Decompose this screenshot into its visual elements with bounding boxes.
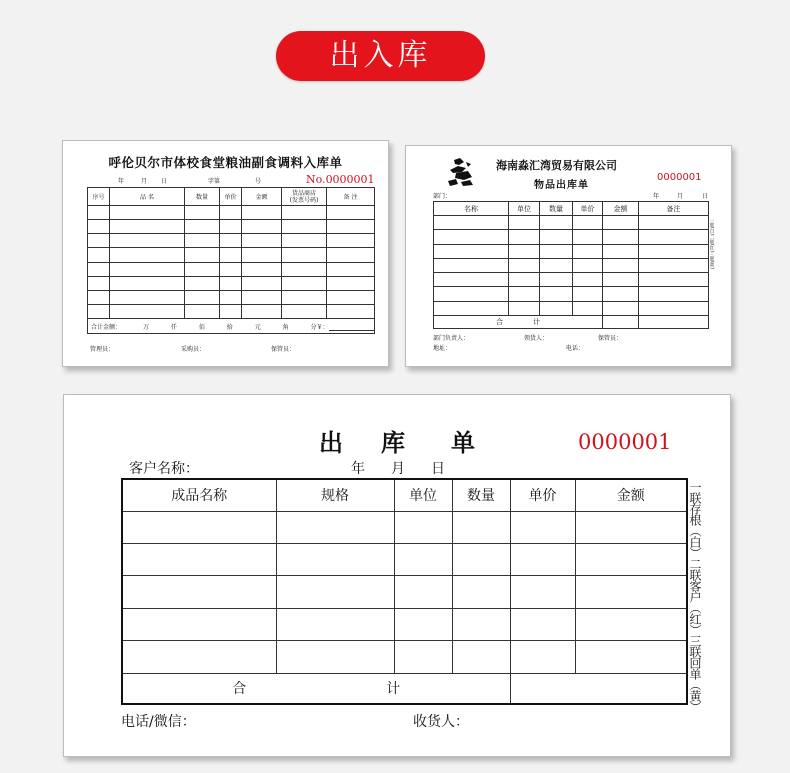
form3-table <box>121 478 688 705</box>
form2-dept-label: 部门： <box>433 193 452 200</box>
form3-serial: 0000001 <box>578 430 672 454</box>
table-row <box>88 262 375 276</box>
form2-keeper-label: 保管员： <box>598 335 623 342</box>
form1-keeper-label: 保管员： <box>271 346 296 353</box>
form1-title: 呼伦贝尔市体校食堂粮油副食调料入库单 <box>108 155 343 170</box>
col-header: 备注 <box>639 202 709 216</box>
form1-date-month: 月 <box>141 178 148 185</box>
form2-phone-label: 电话： <box>566 345 585 352</box>
table-row <box>434 273 709 287</box>
form3-copy-legend: 一联存根（白）二联客户（红）三联回单（黄） <box>688 481 702 712</box>
form2-address-label: 地址： <box>433 345 452 352</box>
company-logo-icon <box>446 156 476 188</box>
table-row <box>434 244 709 258</box>
form1-serial <box>306 173 375 186</box>
col-header-line: 货品商店 <box>291 189 316 197</box>
form3-title-char: 单 <box>451 428 475 457</box>
form2-date-year: 年 <box>653 193 660 200</box>
col-header: 数量 <box>452 479 510 511</box>
col-header: 成品名称 <box>122 479 276 511</box>
form2-company-name: 海南淼汇湾贸易有限公司 <box>496 159 617 172</box>
total-ji: 计 <box>386 681 401 698</box>
col-header: 金额 <box>242 188 282 206</box>
form2-date-day: 日 <box>702 193 709 200</box>
col-header: 数量 <box>540 202 573 216</box>
form1-total-row <box>88 319 375 334</box>
form2-receiver-label: 领货人： <box>524 335 549 342</box>
table-row <box>122 576 687 608</box>
total-he: 合 <box>232 681 247 698</box>
col-header: 序号 <box>88 188 110 206</box>
col-header: 单位 <box>509 202 540 216</box>
inbound-form-card <box>62 140 389 367</box>
table-row <box>88 206 375 220</box>
table-row <box>88 234 375 248</box>
table-row <box>434 216 709 230</box>
form1-serial-label: No. <box>306 173 326 186</box>
unit-shi: 拾 <box>226 323 233 331</box>
unit-jiao: 角 <box>282 323 289 331</box>
table-row <box>434 230 709 244</box>
form1-num-label: 号 <box>255 178 262 185</box>
total-amount-label: 合计金额： <box>91 323 122 331</box>
form2-total-row <box>434 316 709 329</box>
total-he: 合 <box>496 318 503 326</box>
form3-title-char: 库 <box>381 428 405 457</box>
form2-title: 物品出库单 <box>534 180 589 191</box>
form1-buyer-label: 采购员： <box>181 346 206 353</box>
col-header: 数量 <box>185 188 220 206</box>
form1-manager-label: 管理员： <box>90 346 115 353</box>
table-row <box>122 641 687 673</box>
form1-date-day: 日 <box>161 178 168 185</box>
form2-copy-legend: 一联(白)二联(红)三联(黄) <box>709 218 714 270</box>
form2-header-row <box>434 202 709 216</box>
col-header-line: (发票号码) <box>289 196 319 204</box>
form3-receiver-label: 收货人： <box>413 714 469 730</box>
col-header: 名称 <box>434 202 509 216</box>
table-row <box>122 608 687 640</box>
form3-date-year: 年 <box>351 461 365 477</box>
col-header: 金额 <box>603 202 639 216</box>
table-row <box>434 258 709 272</box>
col-header <box>282 188 327 206</box>
table-row <box>88 276 375 290</box>
form1-serial-number: 0000001 <box>325 173 375 186</box>
table-row <box>88 220 375 234</box>
col-header: 备 注 <box>327 188 375 206</box>
form3-date-month: 月 <box>391 461 405 477</box>
table-row <box>122 511 687 543</box>
unit-bai: 佰 <box>198 323 205 331</box>
total-ji: 计 <box>533 318 540 326</box>
col-header: 单位 <box>394 479 452 511</box>
col-header: 单价 <box>573 202 603 216</box>
form3-title-char: 出 <box>319 428 343 457</box>
table-row <box>88 248 375 262</box>
unit-qian: 仟 <box>170 323 177 331</box>
col-header: 单价 <box>510 479 575 511</box>
form2-serial: 0000001 <box>657 172 702 183</box>
unit-yuan: 元 <box>254 323 261 331</box>
form2-date-month: 月 <box>677 193 684 200</box>
delivery-form-card <box>63 394 731 757</box>
table-row <box>88 304 375 318</box>
form3-header-row <box>122 479 687 511</box>
form2-table <box>433 201 709 329</box>
form2-dept-head-label: 部门负责人： <box>433 335 470 342</box>
form1-table <box>87 187 375 334</box>
col-header: 规格 <box>276 479 394 511</box>
col-header: 单价 <box>220 188 242 206</box>
col-header: 金额 <box>575 479 687 511</box>
table-row <box>88 290 375 304</box>
form3-total-row <box>122 673 687 704</box>
form1-word-label: 字第 <box>208 178 221 185</box>
unit-wan: 万 <box>142 323 149 331</box>
table-row <box>122 543 687 575</box>
col-header: 品 名 <box>110 188 185 206</box>
table-row <box>434 287 709 301</box>
outbound-goods-form-card <box>405 145 732 367</box>
form3-customer-label: 客户名称： <box>129 461 199 477</box>
form1-date-year: 年 <box>118 178 125 185</box>
page-title-banner: 出入库 <box>276 31 485 81</box>
unit-fen-yen: 分￥： <box>310 323 329 331</box>
form1-header-row <box>88 188 375 206</box>
table-row <box>434 301 709 315</box>
form3-phone-label: 电话/微信： <box>121 714 196 730</box>
form3-date-day: 日 <box>431 461 445 477</box>
